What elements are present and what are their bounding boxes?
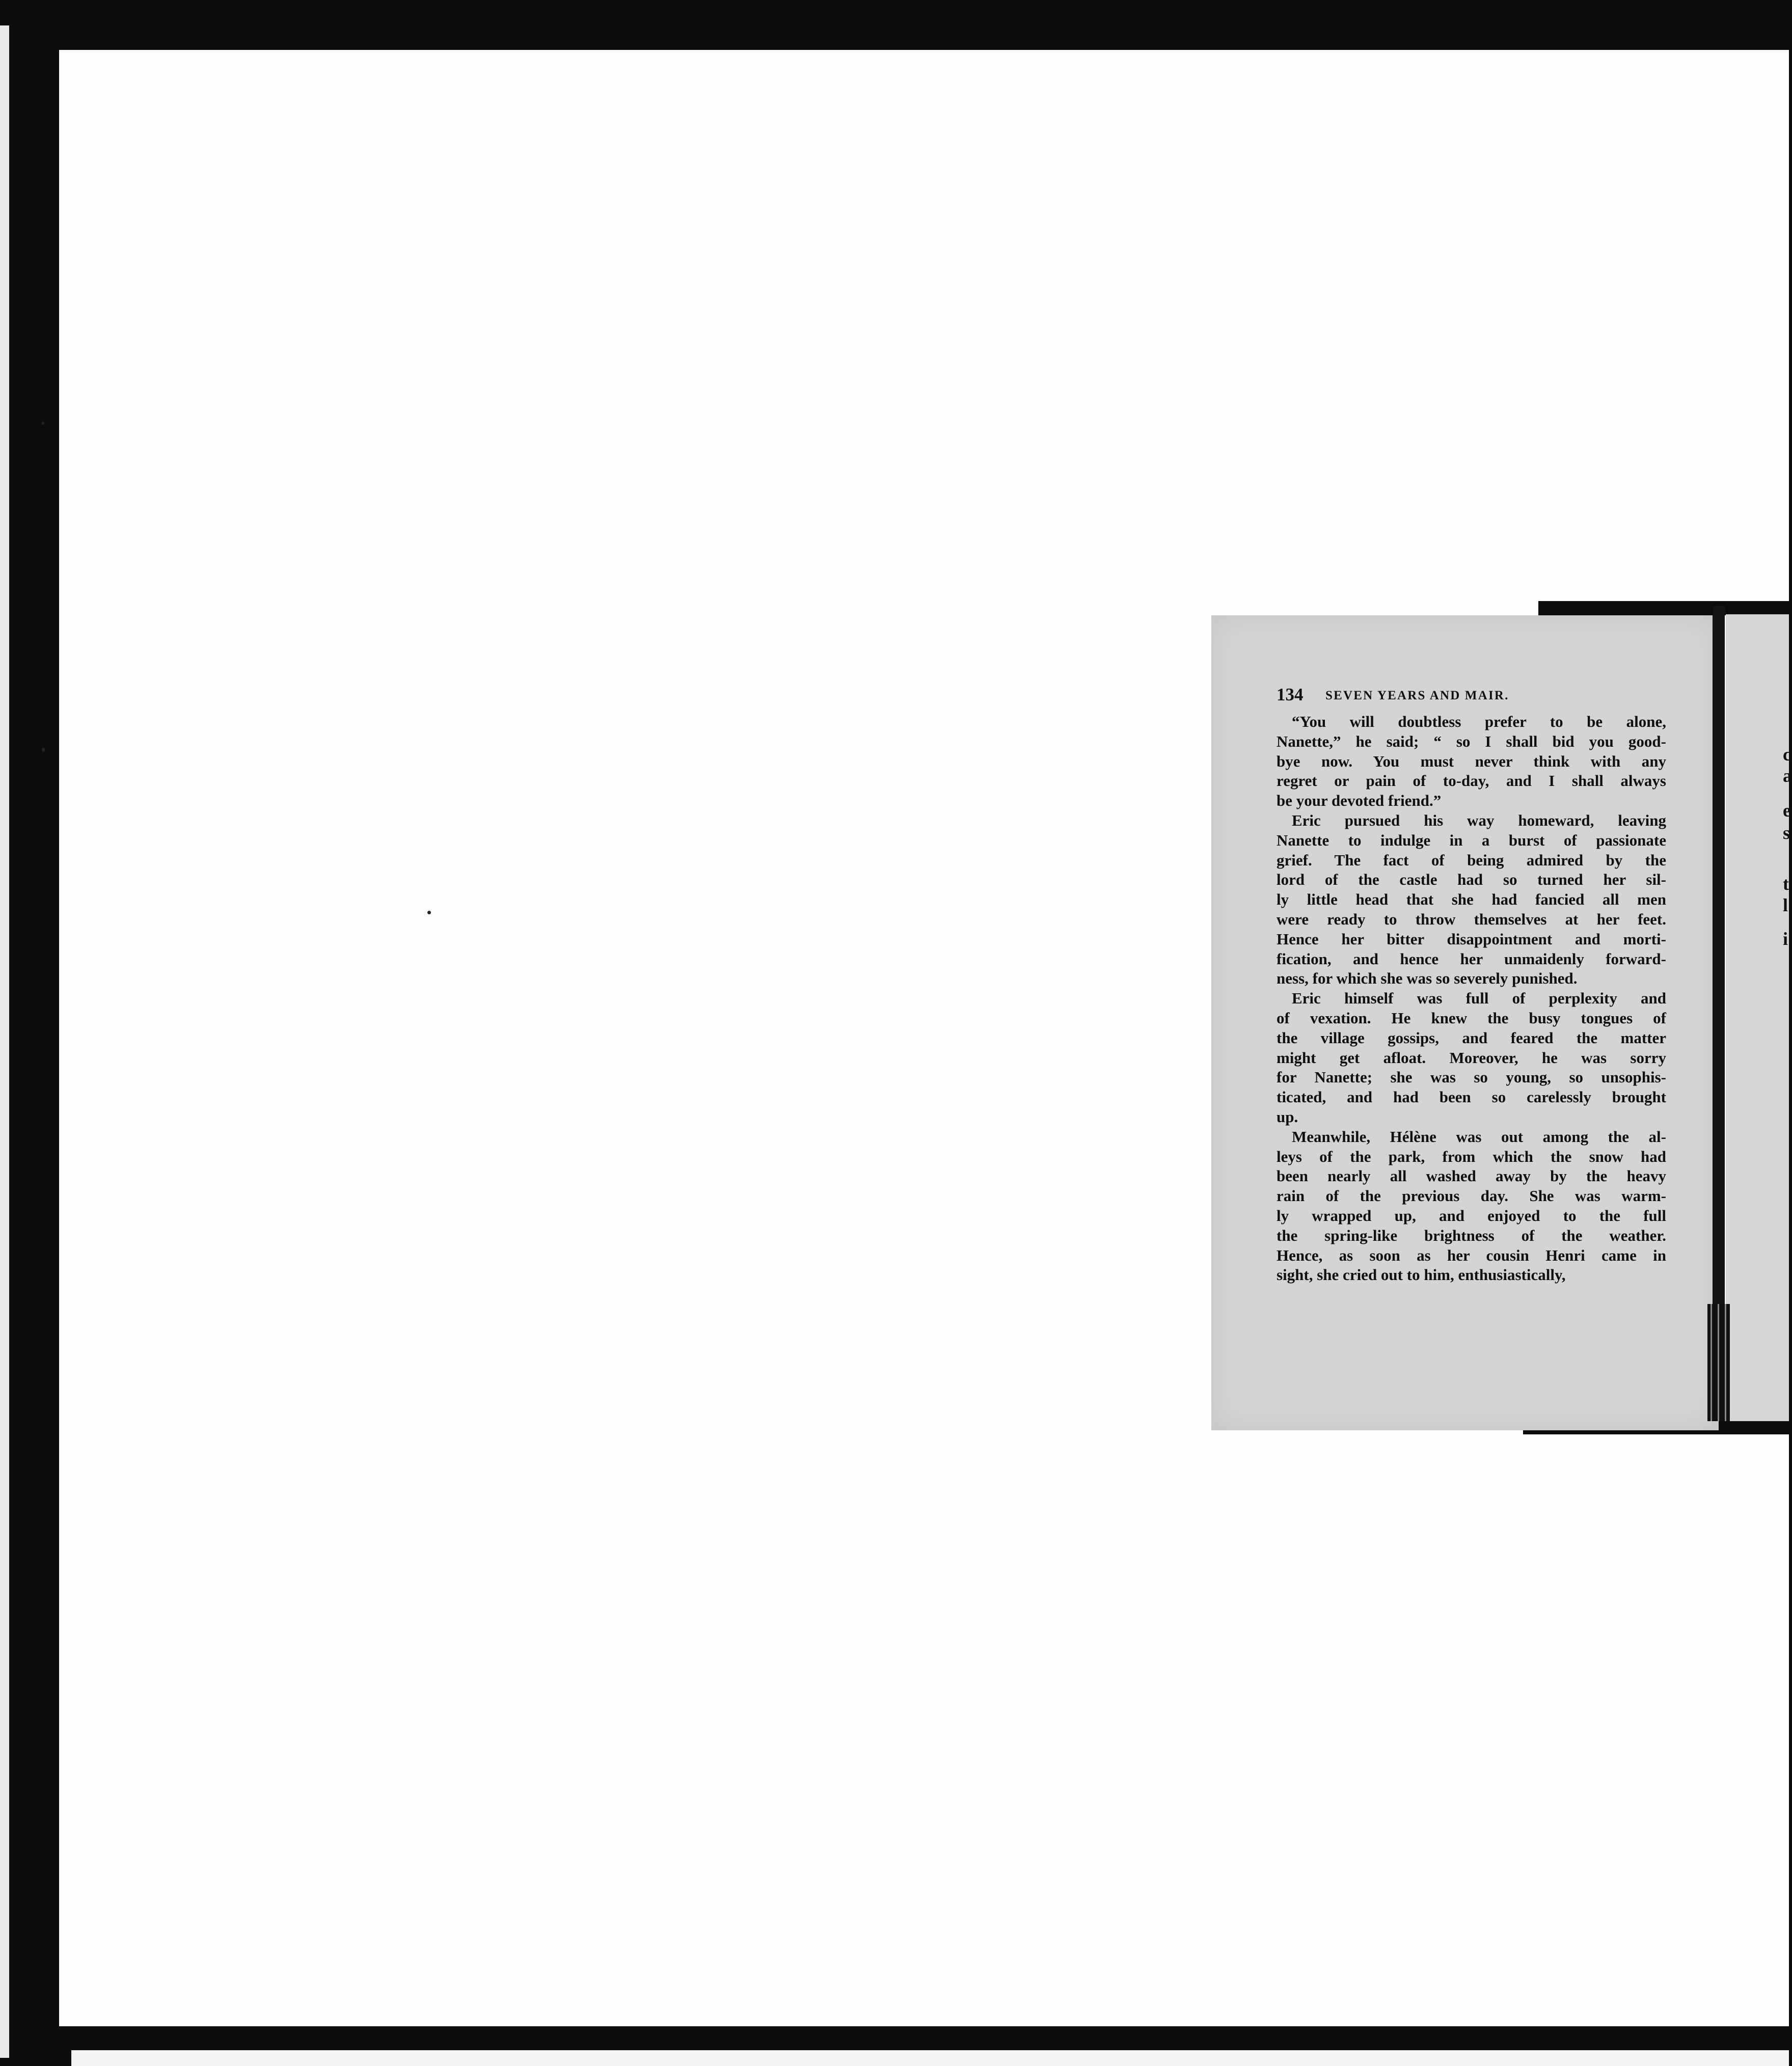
- text-line: bye now. You must never think with any: [1277, 752, 1666, 770]
- dust-speck: [42, 748, 45, 752]
- paragraph: [1277, 989, 1666, 1127]
- facing-page-fragment: t: [1783, 874, 1789, 894]
- text-line: be your devoted friend.”: [1277, 792, 1442, 810]
- film-edge-strip: [0, 25, 9, 2058]
- dust-speck: [42, 422, 44, 425]
- text-line: ly little head that she had fancied all men: [1277, 890, 1666, 909]
- text-line: Meanwhile, Hélène was out among the al-: [1292, 1127, 1666, 1146]
- facing-page-fragment: l: [1783, 895, 1788, 915]
- text-line: “You will doubtless prefer to be alone,: [1292, 713, 1666, 730]
- text-line: been nearly all washed away by the heavy: [1277, 1167, 1666, 1185]
- text-line: might get afloat. Moreover, he was sorry: [1277, 1048, 1666, 1067]
- text-line: were ready to throw themselves at her feet.: [1277, 910, 1666, 928]
- text-line: Eric himself was full of perplexity and: [1292, 989, 1666, 1008]
- facing-page-fragment: i: [1783, 929, 1788, 949]
- facing-page-fragment: e: [1783, 800, 1791, 821]
- paragraph: [1277, 712, 1666, 811]
- text-line: ly wrapped up, and enjoyed to the full: [1277, 1206, 1666, 1225]
- running-head: [1277, 684, 1666, 710]
- text-line: Hence her bitter disappointment and morti-: [1277, 930, 1666, 948]
- page-content: [1277, 684, 1666, 1285]
- text-line: for Nanette; she was so young, so unsophis-: [1277, 1068, 1666, 1086]
- spine-frayed-edge: [1707, 1304, 1730, 1421]
- facing-page-fragment: a: [1783, 766, 1792, 786]
- paragraph: [1277, 1127, 1666, 1285]
- book-page: [1211, 615, 1719, 1430]
- facing-page-fragment: s: [1783, 823, 1790, 843]
- text-line: Nanette,” he said; “ so I shall bid you good-: [1277, 732, 1666, 750]
- text-body: [1277, 712, 1666, 1285]
- text-line: Eric pursued his way homeward, leaving: [1292, 811, 1666, 829]
- text-line: fication, and hence her unmaidenly forward-: [1277, 949, 1666, 968]
- text-line: of vexation. He knew the busy tongues of: [1277, 1009, 1666, 1027]
- facing-page-fragment: c: [1783, 744, 1791, 765]
- text-line: Nanette to indulge in a burst of passionate: [1277, 831, 1666, 849]
- backing-board-top: [1538, 601, 1789, 615]
- text-line: regret or pain of to-day, and I shall always: [1277, 772, 1666, 790]
- text-line: leys of the park, from which the snow had: [1277, 1147, 1666, 1165]
- film-bottom-strip: [71, 2050, 1789, 2066]
- text-line: rain of the previous day. She was warm-: [1277, 1187, 1666, 1205]
- facing-page-edge: [1726, 614, 1792, 1421]
- text-line: lord of the castle had so turned her sil-: [1277, 871, 1666, 889]
- text-line: up.: [1277, 1107, 1298, 1126]
- paragraph: [1277, 811, 1666, 989]
- text-line: ness, for which she was so severely punished.: [1277, 969, 1578, 988]
- text-line: the spring-like brightness of the weather.: [1277, 1226, 1666, 1244]
- text-line: sight, she cried out to him, enthusiastically,: [1277, 1266, 1566, 1284]
- running-title: SEVEN YEARS AND MAIR.: [1325, 689, 1509, 702]
- text-line: Hence, as soon as her cousin Henri came in: [1277, 1246, 1666, 1264]
- text-line: the village gossips, and feared the matter: [1277, 1028, 1666, 1047]
- text-line: grief. The fact of being admired by the: [1277, 851, 1666, 869]
- page-number: 134: [1277, 685, 1304, 704]
- book-spine: [1713, 606, 1725, 1421]
- text-line: ticated, and had been so carelessly brought: [1277, 1088, 1666, 1106]
- dust-speck: [427, 911, 431, 914]
